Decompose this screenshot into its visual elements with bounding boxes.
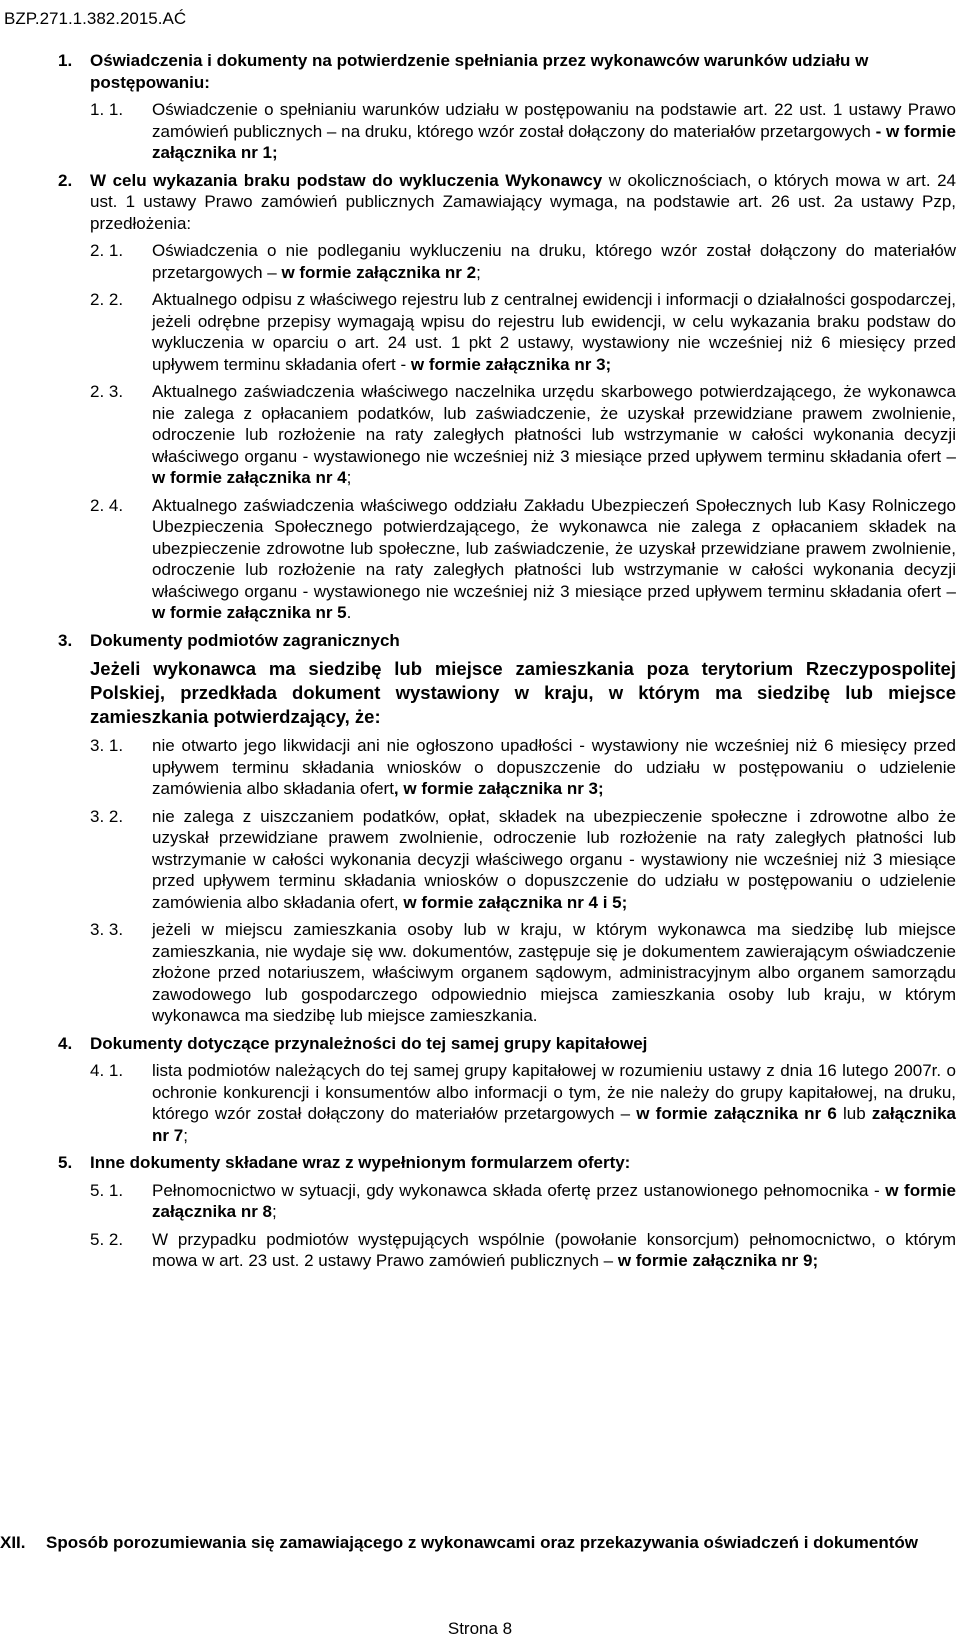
item-text: Aktualnego odpisu z właściwego rejestru lub z centralnej ewidencji i informacji o działalności gospodarczej, jeżeli odrębne przepisy wymagają wpisu do rejestru lub ewidencji, w celu wykazania braku podstaw do wykluczenia w oparciu o art. 24 ust. 1 pkt 2 ustawy, wystawiony nie wcześniej niż 6 miesięcy przed upływem terminu składania ofert - <box>152 290 956 374</box>
item-text: Oświadczenia o nie podleganiu wykluczeniu na druku, którego wzór został dołączony do materiałów przetargowych – <box>152 241 956 282</box>
item-end: ; <box>272 1202 277 1221</box>
list-item <box>52 99 956 164</box>
item-number: 3. 2. <box>90 806 124 826</box>
item-attachment-ref: , w formie załącznika nr 3; <box>393 779 604 798</box>
chapter-xii-heading <box>0 1532 952 1554</box>
item-number: 1. 1. <box>90 100 124 119</box>
section-2-heading <box>52 170 956 235</box>
list-item <box>52 495 956 624</box>
item-number: 5. 1. <box>90 1180 124 1200</box>
document-body <box>52 50 956 1278</box>
section-5-heading <box>52 1152 956 1174</box>
item-number: 5. 2. <box>90 1229 124 1249</box>
item-number: 2. 3. <box>90 382 124 401</box>
section-title: Dokumenty dotyczące przynależności do tej samej grupy kapitałowej <box>90 1033 648 1053</box>
item-text: Pełnomocnictwo w sytuacji, gdy wykonawca składa ofertę przez ustanowionego pełnomocnika - <box>152 1180 886 1200</box>
list-item <box>52 806 956 914</box>
list-item <box>52 919 956 1027</box>
item-attachment-ref: w formie załącznika nr 4 <box>152 468 347 487</box>
chapter-title: Sposób porozumiewania się zamawiającego z wykonawcami oraz przekazywania oświadczeń i dokumentów <box>46 1533 918 1552</box>
item-end: ; <box>183 1125 188 1145</box>
item-attachment-ref: w formie załącznika nr 8 <box>152 1180 957 1221</box>
chapter-number: XII. <box>0 1533 26 1552</box>
item-text: nie otwarto jego likwidacji ani nie ogłoszono upadłości - wystawiony nie wcześniej niż 6 miesięcy przed upływem terminu składania wniosków o dopuszczenie do udziału w postępowaniu o udzielenie zamówienia albo składania ofert <box>152 736 956 798</box>
section-4-heading <box>52 1033 956 1055</box>
section-1-heading <box>52 50 956 93</box>
section-title-rest: w okolicznościach, o których mowa w art. 24 ust. 1 ustawy Prawo zamówień publicznych Zamawiający wymaga, na podstawie art. 26 ust. 2a ustawy Pzp, przedłożenia: <box>90 170 956 233</box>
item-attachment-ref: w formie załącznika nr 4 i 5; <box>403 892 628 912</box>
section-title: Inne dokumenty składane wraz z wypełnionym formularzem oferty: <box>90 1153 631 1172</box>
item-attachment-ref: w formie załącznika nr 6 <box>636 1104 837 1123</box>
document-reference: BZP.271.1.382.2015.AĆ <box>4 9 187 28</box>
item-end: ; <box>476 262 481 282</box>
list-item <box>52 1180 956 1223</box>
list-item <box>52 1229 956 1272</box>
item-text: jeżeli w miejscu zamieszkania osoby lub w kraju, w którym wykonawca ma siedzibę lub miejsce zamieszkania, nie wydaje się ww. dokumentów, zastępuje się je dokumentem zawierającym oświadczenie złożone przed notariuszem, właściwym organem sądowym, administracyjnym albo organem samorządu zawodowego lub gospodarczego odpowiednio miejsca zamieszkania osoby lub kraju, w którym wykonawca ma siedzibę lub miejsce zamieszkania. <box>152 920 956 1025</box>
item-attachment-ref: w formie załącznika nr 9; <box>617 1251 819 1270</box>
list-item <box>52 1060 956 1146</box>
page-number: Strona 8 <box>447 1619 513 1638</box>
item-attachment-ref: w formie załącznika nr 2 <box>281 262 477 282</box>
item-attachment-ref: załącznika nr 7 <box>152 1104 956 1145</box>
item-number: 2. 4. <box>90 495 124 515</box>
section-title: W celu wykazania braku podstaw do wykluczenia Wykonawcy <box>90 170 603 190</box>
section-number: 2. <box>58 170 73 190</box>
section-number: 1. <box>58 51 73 70</box>
item-end: ; <box>346 468 352 487</box>
item-attachment-ref: w formie załącznika nr 3; <box>410 354 612 374</box>
item-text: Aktualnego zaświadczenia właściwego naczelnika urzędu skarbowego potwierdzającego, że wykonawca nie zalega z opłacaniem podatków, lub zaświadczenie, że uzyskał przewidziane prawem zwolnienie, odroczenie lub rozłożenie na raty zaległych płatności lub wstrzymanie w całości wykonania decyzji właściwego organu - wystawionego nie wcześniej niż 3 miesiące przed upływem terminu składania ofert – <box>152 382 956 466</box>
section-3-heading <box>52 630 956 652</box>
section-title: Dokumenty podmiotów zagranicznych <box>90 630 400 650</box>
section-number: 5. <box>58 1153 73 1172</box>
section-intro: Jeżeli wykonawca ma siedzibę lub miejsce zamieszkania poza terytorium Rzeczypospolitej Polskiej, przedkłada dokument wystawiony w kraju, w którym ma siedzibę lub miejsce zamieszkania potwierdzający, że: <box>90 658 956 727</box>
list-item <box>52 735 956 800</box>
item-number: 2. 2. <box>90 290 124 309</box>
item-attachment-ref: w formie załącznika nr 5 <box>152 603 347 622</box>
section-number: 4. <box>58 1033 73 1053</box>
item-number: 2. 1. <box>90 241 124 260</box>
item-number: 3. 3. <box>90 920 124 939</box>
item-number: 4. 1. <box>90 1061 124 1080</box>
section-number: 3. <box>58 630 73 650</box>
item-attachment-ref: - w formie załącznika nr 1; <box>152 121 956 162</box>
list-item <box>52 381 956 489</box>
item-text: Oświadczenie o spełnianiu warunków udziału w postępowaniu na podstawie art. 22 ust. 1 ustawy Prawo zamówień publicznych – na druku, którego wzór został dołączony do materiałów przetargowych <box>152 100 956 141</box>
item-number: 3. 1. <box>90 736 124 755</box>
item-text: Aktualnego zaświadczenia właściwego oddziału Zakładu Ubezpieczeń Społecznych lub Kasy Rolniczego Ubezpieczenia Społecznego potwierdzającego, że wykonawca nie zalega z opłacaniem składek na ubezpieczenie zdrowotne lub społeczne, lub zaświadczenie, że uzyskał przewidziane prawem zwolnienie, odroczenie lub rozłożenie na raty zaległych płatności lub wstrzymanie w całości wykonania decyzji właściwego organu - wystawionego nie wcześniej niż 3 miesiące przed upływem terminu składania ofert – <box>152 495 956 601</box>
list-item <box>52 240 956 283</box>
item-connector: lub <box>836 1104 872 1123</box>
item-text: lista podmiotów należących do tej samej grupy kapitałowej w rozumieniu ustawy z dnia 16 lutego 2007r. o ochronie konkurencji i konsumentów albo informacji o tym, że nie należy do grupy kapitałowej, na druku, którego wzór został dołączony do materiałów przetargowych – <box>152 1061 956 1123</box>
item-end: . <box>346 603 352 622</box>
section-title: Oświadczenia i dokumenty na potwierdzenie spełniania przez wykonawców warunków udziału w postępowaniu: <box>90 51 869 92</box>
item-text: nie zalega z uiszczaniem podatków, opłat, składek na ubezpieczenie społeczne i zdrowotne albo że uzyskał przewidziane prawem zwolnienie, odroczenie lub rozłożenie na raty zaległych płatności lub wstrzymanie w całości wykonania decyzji właściwego organu - wystawiony nie wcześniej niż 3 miesiące przed upływem terminu składania wniosków o dopuszczenie do udziału w postępowaniu o udzielenie zamówienia albo składania ofert, <box>152 806 956 912</box>
item-text: W przypadku podmiotów występujących wspólnie (powołanie konsorcjum) pełnomocnictwo, o którym mowa w art. 23 ust. 2 ustawy Prawo zamówień publicznych – <box>152 1229 956 1270</box>
list-item <box>52 289 956 375</box>
